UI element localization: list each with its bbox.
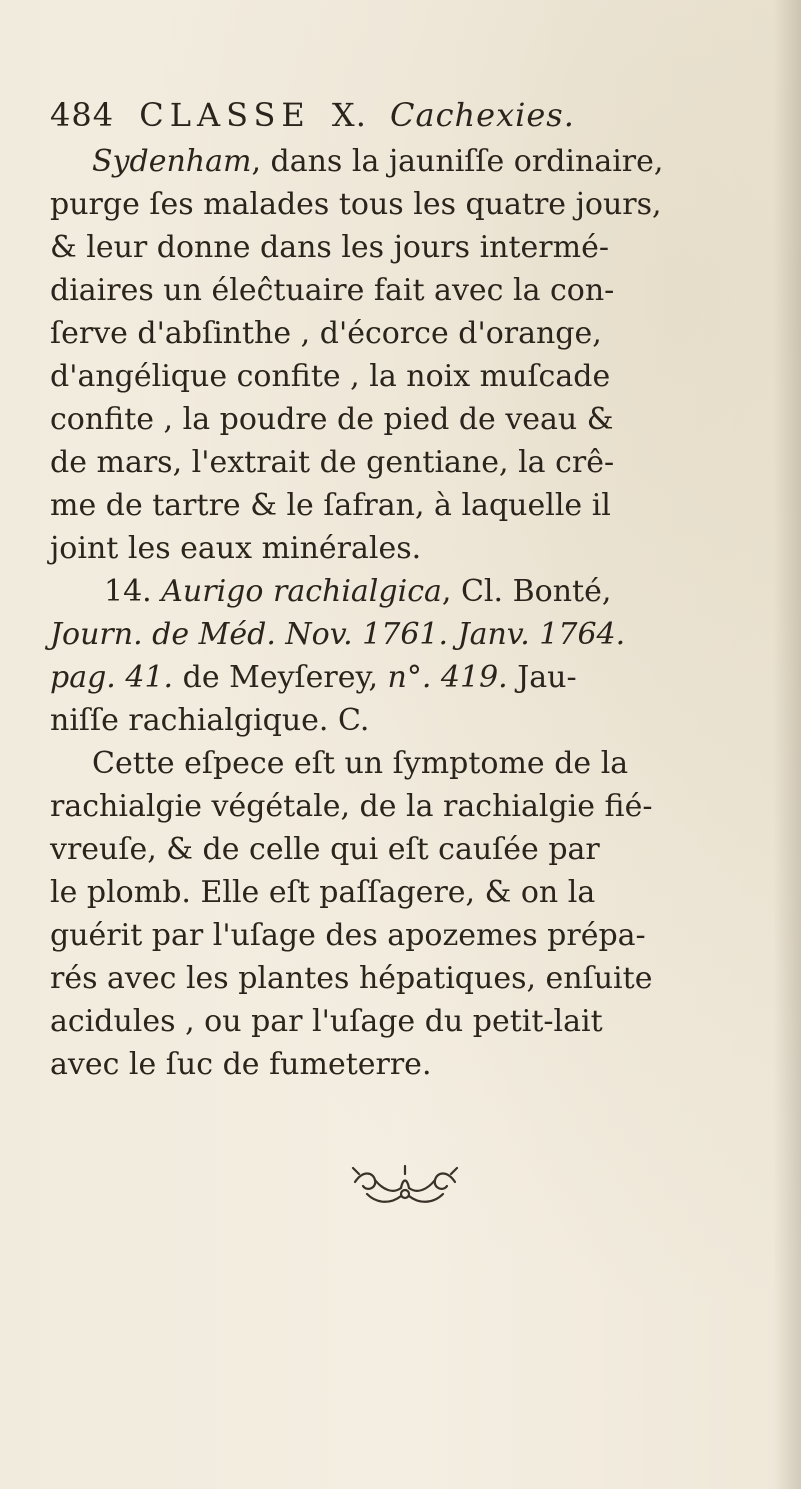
text-line: [50, 914, 770, 957]
text-segment: Jau-: [507, 660, 577, 695]
text-line: [50, 527, 770, 570]
text-segment: vreuſe, & de celle qui eſt cauſée par: [50, 832, 600, 867]
text-line: [50, 269, 770, 312]
text-line: [50, 1000, 770, 1043]
header-topic: Cachexies.: [390, 96, 575, 134]
italic-text: n°. 419.: [387, 660, 508, 695]
text-line: [50, 699, 770, 742]
text-segment: joint les eaux minérales.: [50, 531, 422, 566]
text-line: [50, 871, 770, 914]
text-segment: Cette eſpece eſt un ſymptome de la: [92, 746, 629, 781]
text-segment: acidules , ou par l'uſage du petit-lait: [50, 1004, 603, 1039]
text-segment: de mars, l'extrait de gentiane, la crê-: [50, 445, 615, 480]
text-segment: rés avec les plantes hépatiques, enſuite: [50, 961, 653, 996]
page-edge-shadow: [773, 0, 801, 1489]
text-segment: guérit par l'uſage des apozemes prépa-: [50, 918, 646, 953]
text-segment: , Cl. Bonté,: [441, 574, 612, 609]
running-header: [50, 95, 770, 140]
text-line: [50, 570, 770, 613]
text-line: [50, 828, 770, 871]
text-line: [50, 484, 770, 527]
text-line: [50, 140, 770, 183]
italic-text: Aurigo rachialgica: [161, 574, 442, 609]
text-segment: me de tartre & le ſafran, à laquelle il: [50, 488, 611, 523]
header-classe-number: X.: [331, 96, 367, 134]
text-segment: , dans la jauniſſe ordinaire,: [251, 144, 664, 179]
text-line: [50, 613, 770, 656]
text-line: [50, 312, 770, 355]
italic-text: pag. 41.: [50, 660, 174, 695]
italic-text: Sydenham: [92, 144, 252, 179]
text-line: [50, 742, 770, 785]
text-line: [50, 183, 770, 226]
text-segment: diaires un éleĉtuaire fait avec la con-: [50, 273, 615, 308]
body-text: [50, 140, 770, 1086]
header-classe: CLASSE: [139, 96, 311, 134]
text-line: [50, 656, 770, 699]
text-line: [50, 441, 770, 484]
text-segment: niſſe rachialgique. C.: [50, 703, 370, 738]
text-line: [50, 398, 770, 441]
text-segment: ſerve d'abſinthe , d'écorce d'orange,: [50, 316, 602, 351]
text-line: [50, 355, 770, 398]
text-segment: purge ſes malades tous les quatre jours,: [50, 187, 662, 222]
text-line: [50, 957, 770, 1000]
text-block: [50, 95, 770, 1086]
text-segment: & leur donne dans les jours intermé-: [50, 230, 609, 265]
text-line: [50, 785, 770, 828]
italic-text: Journ. de Méd. Nov. 1761. Janv. 1764.: [50, 617, 626, 652]
text-segment: avec le ſuc de fumeterre.: [50, 1047, 432, 1082]
text-line: [50, 226, 770, 269]
text-segment: de Meyſerey,: [173, 660, 388, 695]
page-number: 484: [50, 96, 115, 134]
fleuron-ornament: [345, 1160, 465, 1210]
text-segment: d'angélique confite , la noix muſcade: [50, 359, 611, 394]
text-segment: 14.: [104, 574, 162, 609]
text-segment: confite , la poudre de pied de veau &: [50, 402, 614, 437]
text-segment: le plomb. Elle eſt paſſagere, & on la: [50, 875, 596, 910]
text-line: [50, 1043, 770, 1086]
text-segment: rachialgie végétale, de la rachialgie fié-: [50, 789, 653, 824]
